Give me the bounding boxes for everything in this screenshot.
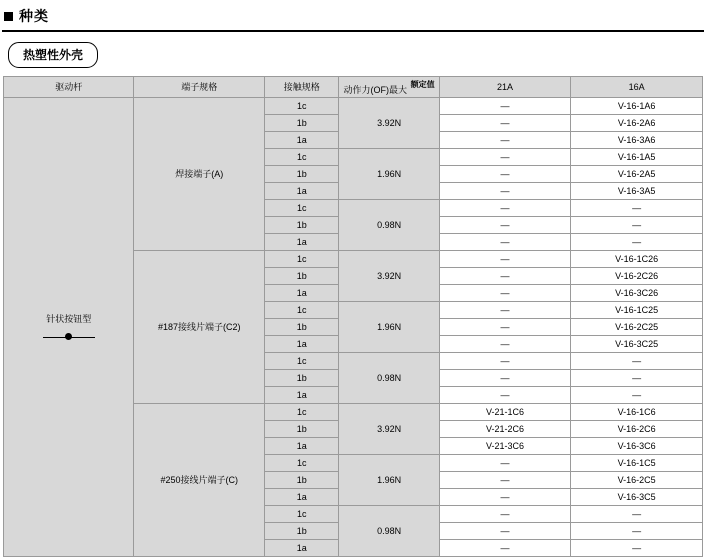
cell-model-21a: — [439,132,571,149]
cell-contact-form: 1b [264,370,339,387]
cell-operating-force: 0.98N [339,506,439,557]
plunger-symbol-icon [43,332,95,342]
cell-model-16a: V-16-2C26 [571,268,703,285]
cell-terminal-type: #187接线片端子(C2) [134,251,264,404]
cell-model-16a: V-16-2C25 [571,319,703,336]
cell-model-21a: — [439,251,571,268]
cell-model-16a: V-16-1C25 [571,302,703,319]
cell-contact-form: 1a [264,387,339,404]
cell-model-16a: V-16-2C6 [571,421,703,438]
cell-model-21a: — [439,200,571,217]
cell-contact-form: 1b [264,166,339,183]
cell-contact-form: 1a [264,234,339,251]
cell-model-21a: V-21-1C6 [439,404,571,421]
cell-operating-force: 0.98N [339,200,439,251]
cell-model-16a: V-16-3C25 [571,336,703,353]
cell-model-16a: V-16-3C26 [571,285,703,302]
cell-model-16a: — [571,234,703,251]
cell-model-21a: — [439,319,571,336]
table-header-row [4,77,703,98]
cell-terminal-type: 焊接端子(A) [134,98,264,251]
col-header-rating-note: 额定值 [410,80,435,89]
cell-model-21a: — [439,183,571,200]
cell-contact-form: 1c [264,506,339,523]
cell-contact-form: 1b [264,115,339,132]
cell-model-21a: — [439,98,571,115]
cell-model-16a: — [571,370,703,387]
col-header-contact: 接触规格 [264,77,339,98]
cell-model-16a: V-16-3C5 [571,489,703,506]
cell-contact-form: 1b [264,217,339,234]
cell-contact-form: 1a [264,438,339,455]
cell-model-21a: — [439,455,571,472]
cell-model-16a: V-16-2C5 [571,472,703,489]
cell-contact-form: 1a [264,285,339,302]
cell-model-16a: V-16-2A6 [571,115,703,132]
cell-model-16a: V-16-2A5 [571,166,703,183]
cell-model-16a: — [571,200,703,217]
col-header-force-label: 动作力(OF)最大 [343,85,407,95]
cell-contact-form: 1c [264,251,339,268]
cell-model-16a: V-16-1C6 [571,404,703,421]
cell-contact-form: 1b [264,421,339,438]
col-header-21a: 21A [439,77,571,98]
cell-model-21a: — [439,336,571,353]
cell-contact-form: 1c [264,98,339,115]
cell-model-21a: — [439,217,571,234]
cell-contact-form: 1b [264,268,339,285]
cell-contact-form: 1c [264,353,339,370]
cell-contact-form: 1c [264,455,339,472]
cell-model-21a: — [439,268,571,285]
cell-model-21a: — [439,472,571,489]
cell-operating-force: 3.92N [339,98,439,149]
cell-operating-force: 3.92N [339,404,439,455]
cell-contact-form: 1b [264,523,339,540]
cell-model-21a: — [439,285,571,302]
cell-model-16a: V-16-1A5 [571,149,703,166]
cell-model-16a: — [571,506,703,523]
cell-contact-form: 1a [264,183,339,200]
col-header-lever: 驱动杆 [4,77,134,98]
cell-model-16a: V-16-3A5 [571,183,703,200]
cell-operating-force: 0.98N [339,353,439,404]
cell-model-16a: V-16-1C5 [571,455,703,472]
cell-model-16a: V-16-1A6 [571,98,703,115]
cell-model-21a: V-21-3C6 [439,438,571,455]
lever-type-label: 针状按钮型 [46,314,92,324]
cell-model-21a: — [439,489,571,506]
table-body [4,98,703,557]
cell-terminal-type: #250接线片端子(C) [134,404,264,557]
cell-model-21a: — [439,370,571,387]
cell-model-21a: — [439,166,571,183]
cell-model-21a: — [439,387,571,404]
cell-model-21a: — [439,234,571,251]
cell-contact-form: 1b [264,319,339,336]
cell-model-21a: — [439,353,571,370]
cell-model-16a: V-16-3A6 [571,132,703,149]
cell-model-21a: — [439,149,571,166]
col-header-16a: 16A [571,77,703,98]
cell-model-16a: — [571,540,703,557]
section-header [0,0,706,30]
cell-contact-form: 1b [264,472,339,489]
cell-contact-form: 1a [264,336,339,353]
cell-contact-form: 1a [264,489,339,506]
cell-model-21a: — [439,540,571,557]
cell-model-16a: V-16-1C26 [571,251,703,268]
table-row [4,98,703,115]
cell-model-16a: — [571,217,703,234]
cell-contact-form: 1a [264,540,339,557]
cell-model-16a: — [571,523,703,540]
cell-operating-force: 3.92N [339,251,439,302]
cell-contact-form: 1c [264,149,339,166]
cell-model-16a: — [571,353,703,370]
page-title: 种类 [19,8,49,24]
cell-lever-type [4,98,134,557]
cell-operating-force: 1.96N [339,149,439,200]
section-bullet-icon [4,12,13,21]
spec-table [3,76,703,557]
cell-contact-form: 1c [264,200,339,217]
cell-operating-force: 1.96N [339,455,439,506]
col-header-force [339,77,439,98]
col-header-terminal: 端子规格 [134,77,264,98]
subtitle-area [0,32,706,76]
cell-contact-form: 1a [264,132,339,149]
cell-model-16a: V-16-3C6 [571,438,703,455]
cell-model-21a: — [439,506,571,523]
cell-model-16a: — [571,387,703,404]
cell-model-21a: — [439,302,571,319]
cell-contact-form: 1c [264,404,339,421]
cell-model-21a: — [439,115,571,132]
cell-model-21a: — [439,523,571,540]
cell-model-21a: V-21-2C6 [439,421,571,438]
cell-operating-force: 1.96N [339,302,439,353]
cell-contact-form: 1c [264,302,339,319]
subtitle-pill: 热塑性外壳 [8,42,98,68]
